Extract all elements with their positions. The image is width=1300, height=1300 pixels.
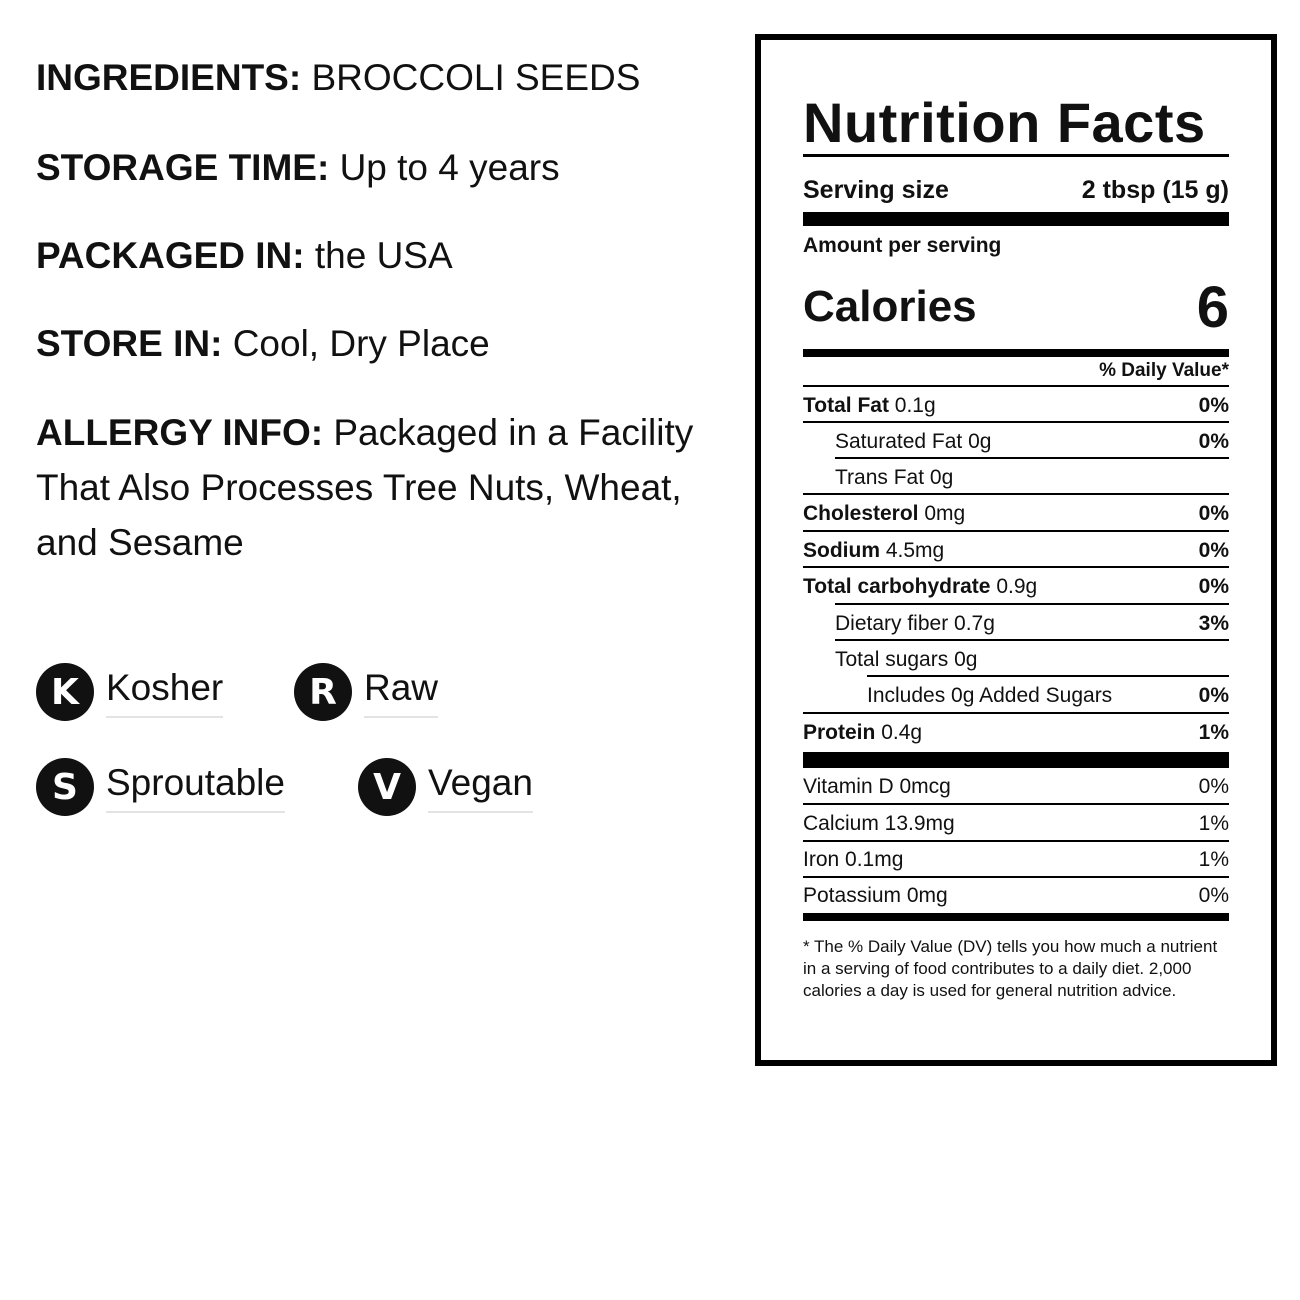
nutrient-dv: 0% <box>1198 539 1229 562</box>
amount-per-serving-label: Amount per serving <box>803 234 1002 257</box>
vitamin-text: Calcium 13.9mg <box>803 812 955 835</box>
vitamin-text: Vitamin D 0mcg <box>803 775 951 798</box>
nutrient-name: Includes 0g Added Sugars <box>867 684 1113 707</box>
storage-time-line <box>36 140 560 195</box>
divider <box>803 840 1229 842</box>
vitamin-dv: 1% <box>1198 812 1229 835</box>
divider <box>867 675 1229 677</box>
nutrient-name: Protein <box>803 721 876 744</box>
nutrient-dv: 0% <box>1198 502 1229 525</box>
divider <box>803 752 1229 768</box>
raw-icon: R <box>294 663 352 721</box>
calories-value: 6 <box>1196 274 1229 340</box>
badge-raw-label: Raw <box>364 666 438 718</box>
divider <box>803 712 1229 714</box>
nutrient-amount: 0.9g <box>996 575 1038 598</box>
vitamin-dv: 0% <box>1198 775 1229 798</box>
nutrient-name: Dietary fiber <box>835 612 949 635</box>
store-in-label: STORE IN: <box>36 323 223 364</box>
divider <box>803 154 1229 157</box>
nutrient-amount: 0.1g <box>894 394 936 417</box>
nutrient-amount: 0g <box>929 466 954 489</box>
ingredients-label: INGREDIENTS: <box>36 57 302 98</box>
nutrient-amount: 0.4g <box>881 721 923 744</box>
packaged-in-value: the USA <box>314 235 453 276</box>
nutrient-row-protein <box>803 717 1229 749</box>
nutrient-name: Trans Fat <box>835 466 925 489</box>
divider <box>803 876 1229 878</box>
nutrient-row-total-fat <box>803 390 1229 422</box>
nutrition-facts-title: Nutrition Facts <box>803 91 1206 154</box>
allergy-info-line <box>36 405 736 570</box>
daily-value-header <box>803 360 1229 382</box>
vegan-icon: V <box>358 758 416 816</box>
serving-size-value: 2 tbsp (15 g) <box>1081 176 1229 204</box>
badge-vegan <box>358 758 533 816</box>
amount-per-serving-row <box>803 234 1229 258</box>
calories-row <box>803 272 1229 342</box>
vitamin-text: Iron 0.1mg <box>803 848 904 871</box>
nutrient-name: Saturated Fat <box>835 430 963 453</box>
packaged-in-line <box>36 228 453 283</box>
nutrient-row-added-sugars <box>867 680 1229 712</box>
divider <box>803 530 1229 532</box>
nutrient-name: Cholesterol <box>803 502 919 525</box>
nutrient-row-total-sugars <box>835 644 1229 676</box>
badge-sproutable <box>36 758 285 816</box>
vitamin-row-iron <box>803 844 1229 876</box>
vitamin-text: Potassium 0mg <box>803 884 948 907</box>
nutrient-dv: 1% <box>1198 721 1229 744</box>
nutrient-name: Total Fat <box>803 394 889 417</box>
divider <box>803 212 1229 226</box>
nutrient-name: Total carbohydrate <box>803 575 991 598</box>
badge-sproutable-label: Sproutable <box>106 761 285 813</box>
vitamin-row-potassium <box>803 880 1229 912</box>
daily-value-footnote: * The % Daily Value (DV) tells you how much a nutrient in a serving of food contributes to a daily diet. 2,000 calories a day is used for general nutrition advice. <box>803 937 1218 1000</box>
divider <box>803 913 1229 921</box>
divider <box>803 421 1229 423</box>
badge-kosher-label: Kosher <box>106 666 223 718</box>
kosher-icon: K <box>36 663 94 721</box>
allergy-info-label: ALLERGY INFO: <box>36 412 324 453</box>
ingredients-line <box>36 50 640 105</box>
badge-vegan-label: Vegan <box>428 761 533 813</box>
divider <box>835 639 1229 641</box>
nutrient-row-saturated-fat <box>835 426 1229 458</box>
serving-size-label: Serving size <box>803 176 949 204</box>
store-in-value: Cool, Dry Place <box>232 323 490 364</box>
allergy-info-value: Packaged in a Facility That Also Processes Tree Nuts, Wheat, and Sesame <box>36 412 694 563</box>
sproutable-icon: S <box>36 758 94 816</box>
nutrient-name: Total sugars <box>835 648 949 671</box>
nutrient-dv: 0% <box>1198 430 1229 453</box>
nutrient-row-sodium <box>803 535 1229 567</box>
nutrient-name: Sodium <box>803 539 880 562</box>
nutrient-amount: 0g <box>968 430 992 453</box>
nutrient-dv: 0% <box>1198 394 1229 417</box>
nutrient-dv: 3% <box>1198 612 1229 635</box>
divider <box>835 603 1229 605</box>
packaged-in-label: PACKAGED IN: <box>36 235 305 276</box>
divider <box>803 493 1229 495</box>
store-in-line <box>36 316 490 371</box>
divider <box>803 385 1229 387</box>
divider <box>803 566 1229 568</box>
nutrient-amount: 0g <box>954 648 978 671</box>
badge-kosher <box>36 663 223 721</box>
nutrient-row-trans-fat <box>835 462 1229 494</box>
nutrient-amount: 0mg <box>924 502 966 525</box>
daily-value-header-label: % Daily Value* <box>1099 360 1229 381</box>
nutrient-row-dietary-fiber <box>835 608 1229 640</box>
vitamin-row-calcium <box>803 808 1229 840</box>
nutrient-dv: 0% <box>1198 575 1229 598</box>
nutrient-amount: 0.7g <box>954 612 995 635</box>
ingredients-value: BROCCOLI SEEDS <box>311 57 641 98</box>
vitamin-dv: 1% <box>1198 848 1229 871</box>
nutrient-dv: 0% <box>1198 684 1229 707</box>
divider <box>803 349 1229 357</box>
badge-raw <box>294 663 438 721</box>
nutrient-row-total-carbohydrate <box>803 571 1229 603</box>
nutrition-facts-panel <box>755 34 1277 1066</box>
divider <box>835 457 1229 459</box>
serving-size-row <box>803 176 1229 205</box>
calories-label: Calories <box>803 282 977 331</box>
nutrient-row-cholesterol <box>803 498 1229 530</box>
storage-time-label: STORAGE TIME: <box>36 147 330 188</box>
divider <box>803 803 1229 805</box>
vitamin-dv: 0% <box>1198 884 1229 907</box>
storage-time-value: Up to 4 years <box>339 147 560 188</box>
nutrient-amount: 4.5mg <box>885 539 945 562</box>
vitamin-row-vitamin-d <box>803 771 1229 803</box>
